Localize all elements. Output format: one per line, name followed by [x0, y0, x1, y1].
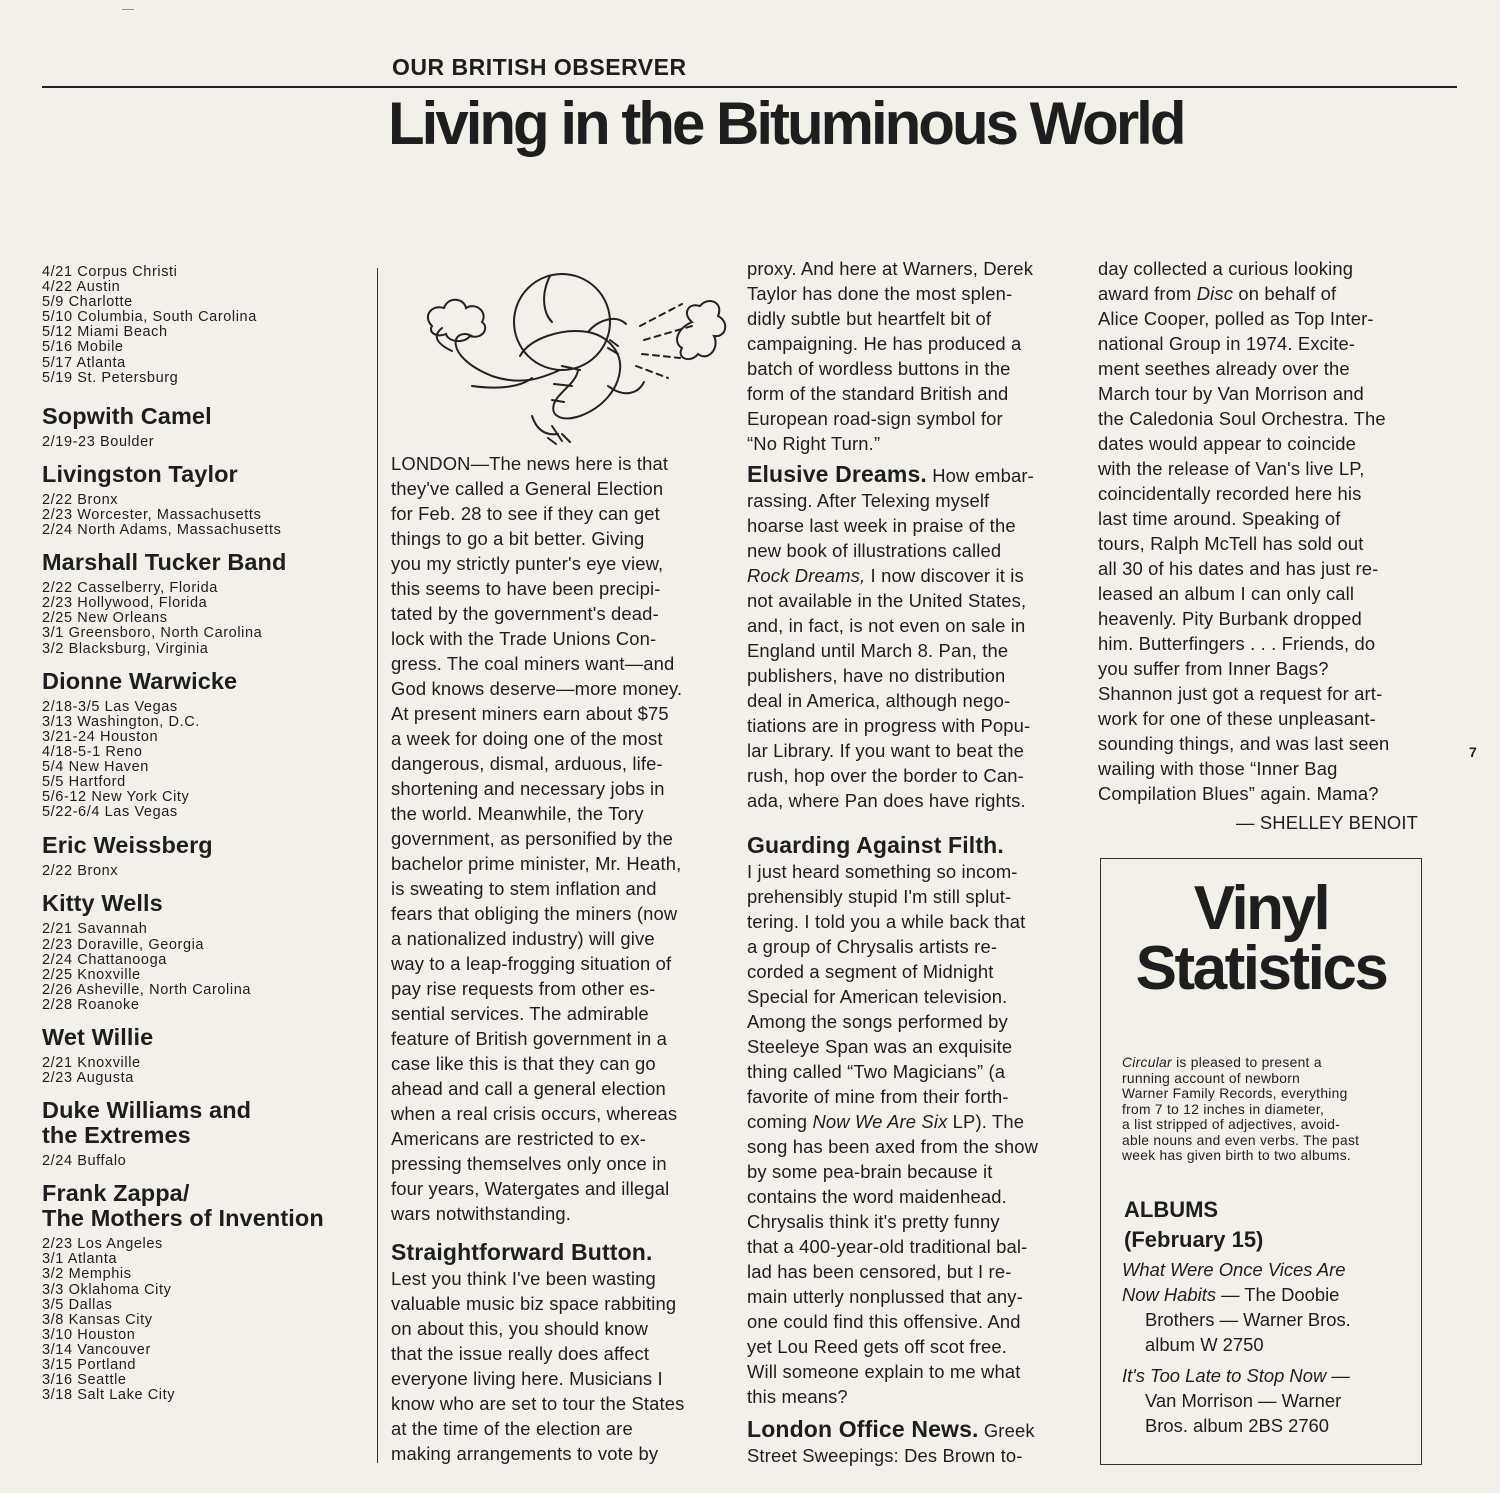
tour-date: 2/19-23 Boulder [42, 433, 155, 450]
text-line: way to a leap-frogging situation of [391, 953, 672, 974]
album-entry [1122, 1257, 1412, 1357]
band-entry [42, 1025, 362, 1086]
smoking-globe-cartoon-icon [412, 266, 732, 446]
tour-date: 4/18-5-1 Reno [42, 743, 143, 760]
tour-date: 2/25 New Orleans [42, 610, 168, 627]
text-line: hoarse last week in praise of the [747, 515, 1016, 536]
text-line: dates would appear to coincide [1098, 433, 1357, 454]
band-name-line: Marshall Tucker Band [42, 549, 287, 576]
text-line: new book of illustrations called [747, 540, 1002, 561]
tour-date: 2/24 Buffalo [42, 1153, 127, 1170]
tour-date: 5/16 Mobile [42, 339, 124, 356]
text-line: coincidentally recorded here his [1098, 483, 1362, 504]
subhead-lead-text: Greek [978, 1420, 1035, 1441]
text-line: bachelor prime minister, Mr. Heath, [391, 853, 682, 874]
text-line: rassing. After Telexing myself [747, 490, 990, 511]
text-line: a group of Chrysalis artists re- [747, 936, 998, 957]
text-line: a nationalized industry) will give [391, 928, 655, 949]
tour-date: 3/3 Oklahoma City [42, 1281, 172, 1298]
text-line: thing called “Two Magicians” (a [747, 1061, 1006, 1082]
text-line: week has given birth to two albums. [1122, 1148, 1352, 1163]
text-line: batch of wordless buttons in the [747, 358, 1011, 379]
tour-date: 3/14 Vancouver [42, 1341, 151, 1358]
paragraph-text: LP). The [947, 1111, 1025, 1132]
text-line: Shannon just got a request for art- [1098, 683, 1383, 704]
band-name [42, 669, 362, 694]
tour-date: 2/21 Knoxville [42, 1055, 141, 1071]
text-line: not available in the United States, [747, 590, 1027, 611]
tour-date: 3/8 Kansas City [42, 1311, 153, 1328]
album-line [1122, 1363, 1412, 1388]
top-crop-mark [122, 9, 134, 10]
band-name [42, 1098, 362, 1148]
band-name [42, 833, 362, 858]
article-body-paragraph [1098, 256, 1428, 806]
elusive-dreams-paragraph [747, 462, 1077, 813]
tour-date: 5/9 Charlotte [42, 294, 133, 311]
article-body-paragraph [391, 451, 721, 1226]
vinyl-intro-text [1122, 1055, 1407, 1164]
text-line: for Feb. 28 to see if they can get [391, 503, 660, 524]
text-line: Americans are restricted to ex- [391, 1128, 647, 1149]
albums-list [1122, 1257, 1412, 1444]
text-line: God knows deserve—more money. [391, 678, 683, 699]
band-name-line: Wet Willie [42, 1024, 154, 1050]
paragraph-text: I now discover it is [865, 565, 1024, 586]
tour-date: 5/10 Columbia, South Carolina [42, 309, 257, 326]
article-body-paragraph [747, 256, 1077, 456]
magazine-title: Disc [1196, 283, 1234, 304]
text-line: they've called a General Election [391, 478, 664, 499]
album-credit: Brothers — Warner Bros. [1145, 1309, 1351, 1330]
band-name-line: Dionne Warwicke [42, 667, 238, 694]
book-title: Rock Dreams, [747, 565, 866, 586]
text-line: prehensibly stupid I'm still splut- [747, 886, 1012, 907]
text-line: deal in America, although nego- [747, 690, 1011, 711]
band-name-line: The Mothers of Invention [42, 1205, 324, 1232]
album-line [1122, 1388, 1412, 1413]
london-office-news-paragraph [747, 1417, 1077, 1468]
text-line: fears that obliging the miners (now [391, 903, 678, 924]
subhead-text: Straightforward Button. [391, 1239, 653, 1265]
article-body-paragraph-2 [391, 1266, 721, 1466]
band-name-line: Kitty Wells [42, 890, 163, 917]
album-title: Now Habits [1122, 1284, 1217, 1305]
tour-date: 2/22 Casselberry, Florida [42, 580, 218, 597]
band-name-line: Livingston Taylor [42, 460, 238, 487]
band-dates [42, 581, 362, 656]
text-line: case like this is that they can go [391, 1053, 656, 1074]
album-credit: — The Doobie [1216, 1284, 1340, 1305]
album-line [1122, 1413, 1412, 1438]
text-line: you suffer from Inner Bags? [1098, 658, 1329, 679]
band-entry [42, 669, 362, 821]
text-line: European road-sign symbol for [747, 408, 1003, 429]
tour-date: 3/18 Salt Lake City [42, 1387, 176, 1404]
text-line: four years, Watergates and illegal [391, 1178, 670, 1199]
band-name-line: Sopwith Camel [42, 402, 212, 429]
band-name [42, 404, 362, 429]
text-line: dangerous, dismal, arduous, life- [391, 753, 663, 774]
tour-date: 3/1 Atlanta [42, 1251, 118, 1268]
section-label: OUR BRITISH OBSERVER [392, 54, 687, 80]
page-number: 7 [1469, 744, 1477, 760]
tour-date: 4/21 Corpus Christi [42, 264, 178, 280]
text-line: the Caledonia Soul Orchestra. The [1098, 408, 1386, 429]
author-byline: — SHELLEY BENOIT [1236, 812, 1418, 833]
text-line: Warner Family Records, everything [1122, 1086, 1348, 1101]
text-line: rush, hop over the border to Can- [747, 765, 1024, 786]
text-line: valuable music biz space rabbiting [391, 1293, 677, 1314]
band-name [42, 1025, 362, 1050]
text-line: government, as personified by the [391, 828, 673, 849]
band-name [42, 891, 362, 916]
text-line: gress. The coal miners want—and [391, 653, 675, 674]
tour-date: 2/23 Hollywood, Florida [42, 595, 208, 612]
tour-date: 3/10 Houston [42, 1326, 136, 1343]
text-line: heavenly. Pity Burbank dropped [1098, 608, 1362, 629]
tour-date: 5/19 St. Petersburg [42, 369, 179, 386]
text-line: at the time of the election are [391, 1418, 633, 1439]
column-divider [377, 268, 378, 1463]
band-dates [42, 1237, 362, 1403]
subhead-elusive-dreams: Elusive Dreams. [747, 461, 927, 487]
text-line: tiations are in progress with Popu- [747, 715, 1031, 736]
text-line: last time around. Speaking of [1098, 508, 1341, 529]
text-line: Taylor has done the most splen- [747, 283, 1013, 304]
band-dates [42, 1154, 362, 1169]
vinyl-statistics-title [1101, 874, 1421, 1003]
band-entry [42, 550, 362, 656]
album-title: It's Too Late to Stop Now — [1122, 1365, 1350, 1386]
text-line: LONDON—The news here is that [391, 453, 669, 474]
text-line: At present miners earn about $75 [391, 703, 669, 724]
subhead-guarding-against-filth: Guarding Against Filth. [747, 832, 1004, 858]
tour-date: 2/23 Doraville, Georgia [42, 936, 205, 953]
intro-lines [1122, 1055, 1359, 1163]
band-name-line: Duke Williams and [42, 1097, 252, 1124]
band-dates [42, 435, 362, 450]
text-line: by some pea-brain because it [747, 1161, 993, 1182]
article-column-3 [1098, 256, 1428, 835]
text-line: lar Library. If you want to beat the [747, 740, 1024, 761]
band-name-line: the Extremes [42, 1122, 191, 1149]
text-line: ahead and call a general election [391, 1078, 666, 1099]
text-line: with the release of Van's live LP, [1098, 458, 1365, 479]
text-line: work for one of these unpleasant- [1098, 708, 1376, 729]
text-line: corded a segment of Midnight [747, 961, 994, 982]
text-line: campaigning. He has produced a [747, 333, 1022, 354]
text-line: Will someone explain to me what [747, 1361, 1021, 1382]
text-line: things to go a bit better. Giving [391, 528, 645, 549]
text-line: favorite of mine from their forth- [747, 1086, 1009, 1107]
tour-date: 3/2 Memphis [42, 1266, 132, 1283]
text-line: pay rise requests from other es- [391, 978, 656, 999]
text-line: is pleased to present a [1171, 1055, 1322, 1070]
text-line: ada, where Pan does have rights. [747, 790, 1026, 811]
paragraph-text: on behalf of [1233, 283, 1337, 304]
text-line: proxy. And here at Warners, Derek [747, 258, 1034, 279]
tour-date: 3/13 Washington, D.C. [42, 713, 200, 730]
text-line: Chrysalis think it's pretty funny [747, 1211, 1000, 1232]
text-line: tering. I told you a while back that [747, 911, 1026, 932]
tour-date: 5/22-6/4 Las Vegas [42, 804, 178, 821]
album-title: Now We Are Six [812, 1111, 948, 1132]
paragraph-lines [747, 490, 1016, 561]
text-line: the world. Meanwhile, the Tory [391, 803, 644, 824]
band-entry [42, 404, 362, 450]
band-name [42, 462, 362, 487]
band-entry [42, 833, 362, 879]
tour-date: 5/12 Miami Beach [42, 324, 168, 341]
text-line: Alice Cooper, polled as Top Inter- [1098, 308, 1374, 329]
band-dates [42, 864, 362, 879]
text-line: able nouns and even verbs. The past [1122, 1132, 1360, 1148]
text-line: pressing themselves only once in [391, 1153, 667, 1174]
band-entry [42, 462, 362, 538]
text-line: March tour by Van Morrison and [1098, 383, 1364, 404]
tour-date: 3/21-24 Houston [42, 728, 159, 745]
text-line: Special for American television. [747, 986, 1008, 1007]
tour-date: 3/5 Dallas [42, 1296, 113, 1313]
tour-date: 2/25 Knoxville [42, 966, 141, 983]
text-line: wars notwithstanding. [391, 1203, 571, 1224]
album-line [1122, 1257, 1412, 1282]
text-line: is sweating to stem inflation and [391, 878, 657, 899]
band-dates [42, 700, 362, 821]
tour-date: 2/22 Bronx [42, 491, 119, 508]
tour-date: 3/1 Greensboro, North Carolina [42, 625, 263, 642]
band-list [42, 404, 362, 1404]
title-line: Statistics [1135, 934, 1387, 1003]
tour-date: 2/22 Bronx [42, 863, 119, 880]
publication-name: Circular [1122, 1055, 1172, 1070]
text-line: you my strictly punter's eye view, [391, 553, 664, 574]
text-line: everyone living here. Musicians I [391, 1368, 663, 1389]
band-entry [42, 891, 362, 1013]
text-line: shortening and necessary jobs in [391, 778, 665, 799]
band-name [42, 1181, 362, 1231]
title-line: Vinyl [1193, 874, 1329, 943]
album-line [1122, 1307, 1412, 1332]
band-dates [42, 1056, 362, 1086]
text-line: main utterly nonplussed that any- [747, 1286, 1023, 1307]
paragraph-lines [1098, 308, 1389, 804]
text-line: Compilation Blues” again. Mama? [1098, 783, 1379, 804]
tour-date: 3/15 Portland [42, 1357, 137, 1374]
band-entry [42, 1181, 362, 1403]
album-credit: Van Morrison — Warner [1145, 1390, 1342, 1411]
text-line: lad has been censored, but I re- [747, 1261, 1012, 1282]
text-line: I just heard something so incom- [747, 861, 1018, 882]
albums-heading [1124, 1195, 1263, 1255]
text-line: all 30 of his dates and has just re- [1098, 558, 1379, 579]
tour-date: 2/23 Worcester, Massachusetts [42, 506, 262, 523]
text-line: from 7 to 12 inches in diameter, [1122, 1101, 1325, 1117]
text-line: Among the songs performed by [747, 1011, 1008, 1032]
tour-dates-sidebar [42, 265, 362, 1403]
text-line: national Group in 1974. Excite- [1098, 333, 1356, 354]
band-name-line: Eric Weissberg [42, 832, 213, 859]
album-credit: album W 2750 [1145, 1334, 1264, 1355]
tour-date: 2/26 Asheville, North Carolina [42, 981, 252, 998]
tour-date: 3/2 Blacksburg, Virginia [42, 640, 209, 657]
text-line: didly subtle but heartfelt bit of [747, 308, 992, 329]
text-line: publishers, have no distribution [747, 665, 1006, 686]
text-line: feature of British government in a [391, 1028, 667, 1049]
band-entry [42, 1098, 362, 1169]
text-line: leased an album I can only call [1098, 583, 1355, 604]
text-line: wailing with those “Inner Bag [1098, 758, 1338, 779]
band-name-line: Frank Zappa/ [42, 1180, 190, 1207]
tour-date: 5/17 Atlanta [42, 354, 126, 371]
tour-date: 2/24 Chattanooga [42, 951, 167, 968]
text-line: lock with the Trade Unions Con- [391, 628, 657, 649]
paragraph-lines [747, 861, 1025, 1107]
text-line: this seems to have been precipi- [391, 578, 661, 599]
text-line: when a real crisis occurs, whereas [391, 1103, 678, 1124]
subhead-straightforward-button [391, 1240, 721, 1266]
paragraph-text: day collected a curious looking [1098, 258, 1354, 279]
tour-date: 5/4 New Haven [42, 758, 149, 775]
text-line: a list stripped of adjectives, avoid- [1122, 1117, 1341, 1132]
paragraph-lines [747, 590, 1030, 811]
text-line: sounding things, and was last seen [1098, 733, 1390, 754]
text-line: one could find this offensive. And [747, 1311, 1021, 1332]
text-line: tours, Ralph McTell has sold out [1098, 533, 1364, 554]
text-line: Steeleye Span was an exquisite [747, 1036, 1013, 1057]
album-credit: Bros. album 2BS 2760 [1145, 1415, 1330, 1436]
text-line: England until March 8. Pan, the [747, 640, 1009, 661]
text-line: that a 400-year-old traditional bal- [747, 1236, 1028, 1257]
albums-date: (February 15) [1124, 1227, 1264, 1252]
tour-date: 2/23 Los Angeles [42, 1236, 163, 1253]
text-line: this means? [747, 1386, 848, 1407]
text-line: sential services. The admirable [391, 1003, 649, 1024]
page-headline: Living in the Bituminous World [388, 90, 1184, 157]
text-line: and, in fact, is not even on sale in [747, 615, 1026, 636]
paragraph-text: coming [747, 1111, 813, 1132]
text-line: that the issue really does affect [391, 1343, 650, 1364]
tour-date: 5/6-12 New York City [42, 789, 190, 806]
album-entry [1122, 1363, 1412, 1438]
article-column-2 [747, 256, 1077, 1468]
paragraph-text: Street Sweepings: Des Brown to- [747, 1445, 1023, 1466]
tour-date: 2/28 Roanoke [42, 996, 140, 1013]
tour-date: 2/24 North Adams, Massachusetts [42, 522, 282, 539]
guarding-against-filth-paragraph [747, 833, 1077, 1409]
paragraph-text: award from [1098, 283, 1197, 304]
subhead-lead-text: How embar- [926, 465, 1034, 486]
paragraph-lines [747, 1136, 1038, 1407]
tour-date: 4/22 Austin [42, 279, 121, 296]
text-line: running account of newborn [1122, 1070, 1301, 1086]
subhead-london-office-news: London Office News. [747, 1416, 979, 1442]
text-line: know who are set to tour the States [391, 1393, 685, 1414]
albums-heading-text: ALBUMS [1124, 1197, 1219, 1222]
text-line: contains the word maidenhead. [747, 1186, 1007, 1207]
text-line: song has been axed from the show [747, 1136, 1039, 1157]
band-dates [42, 922, 362, 1013]
text-line: ment seethes already over the [1098, 358, 1350, 379]
album-title: What Were Once Vices Are [1122, 1259, 1346, 1280]
tour-date: 3/16 Seattle [42, 1372, 127, 1389]
text-line: tated by the government's dead- [391, 603, 659, 624]
tour-date: 2/18-3/5 Las Vegas [42, 698, 178, 715]
article-column-1 [391, 451, 721, 1466]
tour-date: 2/23 Augusta [42, 1070, 134, 1087]
band-name [42, 550, 362, 575]
album-line [1122, 1332, 1412, 1357]
vinyl-statistics-box [1100, 858, 1422, 1465]
text-line: making arrangements to vote by [391, 1443, 659, 1464]
text-line: him. Butterfingers . . . Friends, do [1098, 633, 1376, 654]
text-line: “No Right Turn.” [747, 433, 881, 454]
band-dates [42, 493, 362, 538]
text-line: a week for doing one of the most [391, 728, 663, 749]
tour-date: 2/21 Savannah [42, 921, 148, 938]
album-line [1122, 1282, 1412, 1307]
text-line: on about this, you should know [391, 1318, 649, 1339]
text-line: yet Lou Reed gets off scot free. [747, 1336, 1008, 1357]
text-line: Lest you think I've been wasting [391, 1268, 656, 1289]
text-line: form of the standard British and [747, 383, 1009, 404]
leading-dates-list [42, 265, 362, 386]
tour-date: 5/5 Hartford [42, 774, 126, 791]
